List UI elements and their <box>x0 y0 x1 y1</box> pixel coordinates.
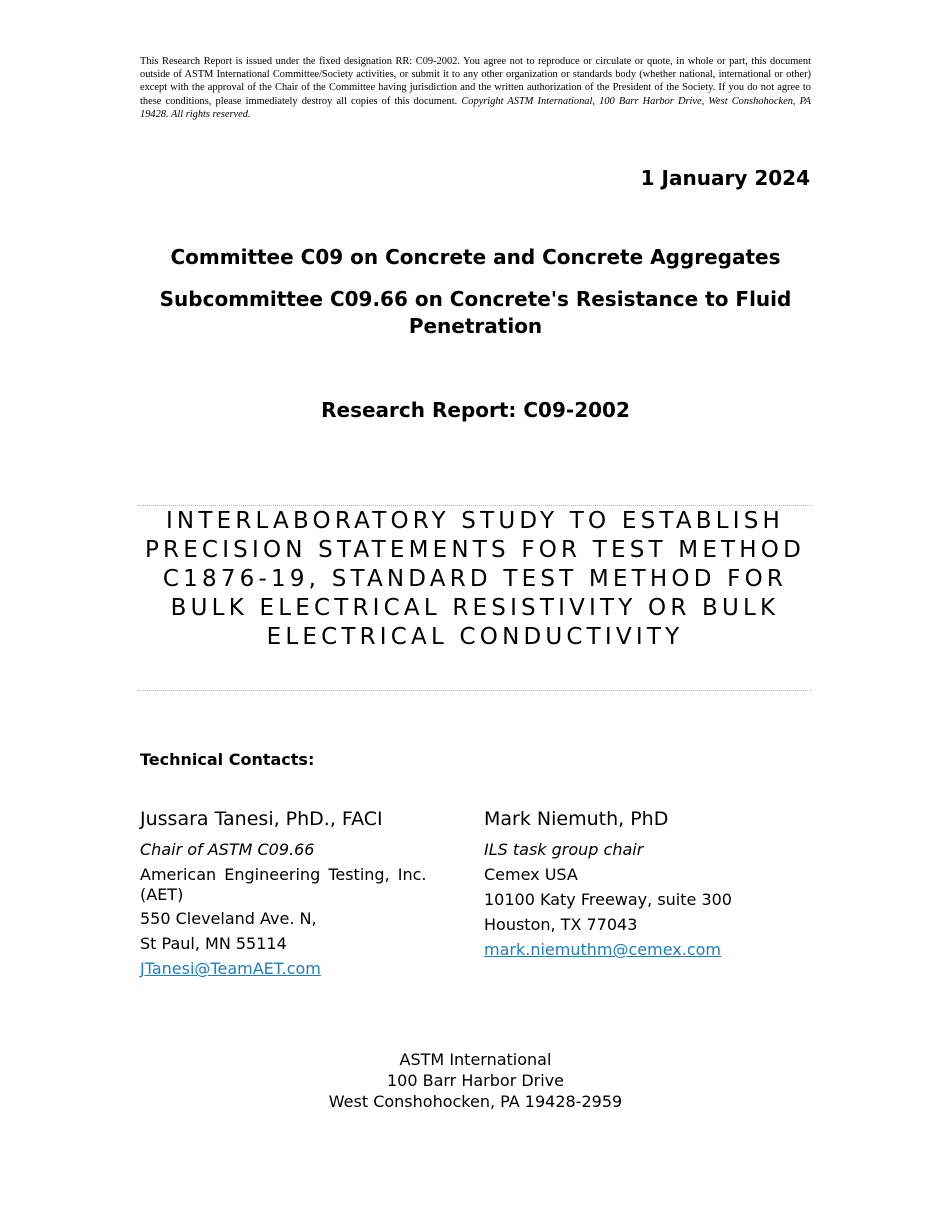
contact-name: Mark Niemuth, PhD <box>484 808 669 830</box>
usage-notice-text: This Research Report is issued under the fixed designation RR: C09-2002. You agree not to reproduce or circulate or quote, in whole or part, this document outside of ASTM International Committee/Society activities, or submit it to any other organization or standards body (whether national, international or other) except with the approval of the Chair of the Committee having jurisdiction and the written authorization of the President of the Society. If you do not agree to these conditions, please immediately destroy all copies of this document. <box>140 56 811 107</box>
contact-role: ILS task group chair <box>484 840 644 859</box>
technical-contacts-heading: Technical Contacts: <box>140 750 315 769</box>
committee-heading: Committee C09 on Concrete and Concrete Aggregates <box>170 245 781 269</box>
copyright-notice: Copyright ASTM International, 100 Barr Harbor Drive, West Conshohocken, PA 19428. All rights reserved. <box>140 95 811 120</box>
footer-org-name: ASTM International <box>399 1050 552 1069</box>
title-top-divider <box>138 505 812 506</box>
contact-address-line2: Houston, TX 77043 <box>484 915 638 934</box>
document-title: INTERLABORATORY STUDY TO ESTABLISH PRECISION STATEMENTS FOR TEST METHOD C1876-19, STANDARD TEST METHOD FOR BULK ELECTRICAL RESISTIVITY OR BULK ELECTRICAL CONDUCTIVITY <box>144 508 806 650</box>
contact-organization: American Engineering Testing, Inc. (AET) <box>140 865 427 904</box>
usage-notice <box>140 55 811 121</box>
subcommittee-heading: Subcommittee C09.66 on Concrete's Resistance to Fluid Penetration <box>159 287 792 338</box>
footer-street: 100 Barr Harbor Drive <box>386 1071 565 1090</box>
contact-organization: Cemex USA <box>484 865 578 884</box>
report-id-heading: Research Report: C09-2002 <box>321 398 630 422</box>
title-bottom-divider <box>138 690 812 691</box>
contact-email-link[interactable]: mark.niemuthm@cemex.com <box>484 940 721 959</box>
contact-card-niemuth <box>484 806 814 960</box>
contact-role: Chair of ASTM C09.66 <box>140 840 315 859</box>
contact-address-line2: St Paul, MN 55114 <box>140 934 287 953</box>
contact-address-line1: 10100 Katy Freeway, suite 300 <box>484 890 732 909</box>
contact-email-link[interactable]: JTanesi@TeamAET.com <box>140 959 321 978</box>
footer-city: West Conshohocken, PA 19428-2959 <box>328 1092 623 1111</box>
contact-address-line1: 550 Cleveland Ave. N, <box>140 909 317 928</box>
contact-card-tanesi <box>140 806 450 979</box>
astm-address-footer <box>140 1049 811 1112</box>
contact-name: Jussara Tanesi, PhD., FACI <box>140 808 383 830</box>
report-date: 1 January 2024 <box>640 166 810 190</box>
